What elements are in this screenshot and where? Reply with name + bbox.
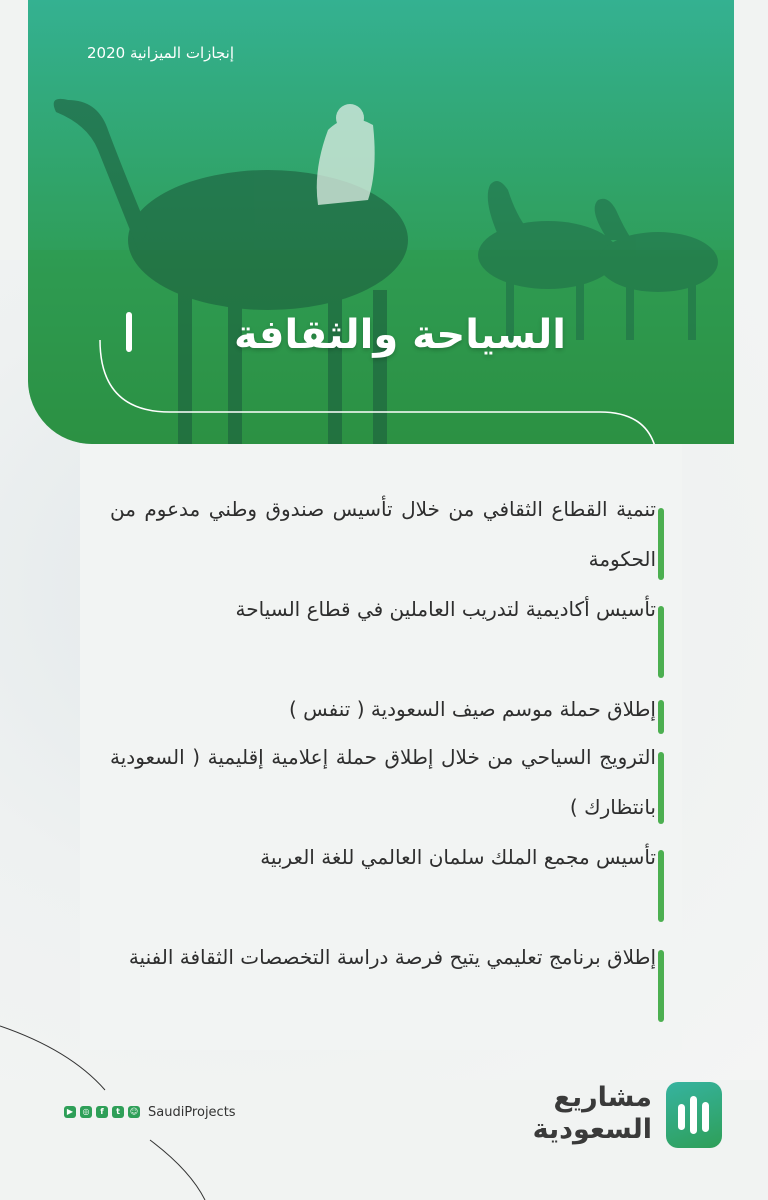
item-bar [658,850,664,922]
item-bar [658,752,664,824]
brand-line2: السعودية [532,1114,652,1145]
brand-line1: مشاريع [553,1082,652,1113]
list-item: إطلاق حملة موسم صيف السعودية ( تنفس ) [288,697,656,721]
list-item: تأسيس مجمع الملك سلمان العالمي للغة العربية [260,845,656,869]
item-bar [658,950,664,1022]
item-bar [658,606,664,678]
facebook-icon[interactable]: f [96,1106,108,1118]
list-item: إطلاق برنامج تعليمي يتيح فرصة دراسة التخصصات الثقافة الفنية [128,945,656,969]
twitter-icon[interactable]: t [112,1106,124,1118]
brand-logo-icon [666,1082,722,1148]
item-bar [658,700,664,734]
snapchat-icon[interactable]: ☺ [129,1107,139,1116]
page-title: السياحة والثقافة [234,312,566,358]
year-label: إنجازات الميزانية 2020 [87,44,234,62]
brand-name [533,1082,652,1146]
social-handle: SaudiProjects [148,1104,236,1120]
youtube-icon[interactable]: ▶ [64,1106,76,1118]
instagram-icon[interactable]: ◎ [80,1106,92,1118]
list-item: الترويج السياحي من خلال إطلاق حملة إعلامية إقليمية ( السعودية بانتظارك ) [110,745,656,819]
list-item: تأسيس أكاديمية لتدريب العاملين في قطاع السياحة [235,597,656,621]
achievements-list [110,484,656,1032]
social-links [64,1105,236,1119]
item-bar [658,508,664,580]
list-item: تنمية القطاع الثقافي من خلال تأسيس صندوق وطني مدعوم من الحكومة [110,497,656,571]
